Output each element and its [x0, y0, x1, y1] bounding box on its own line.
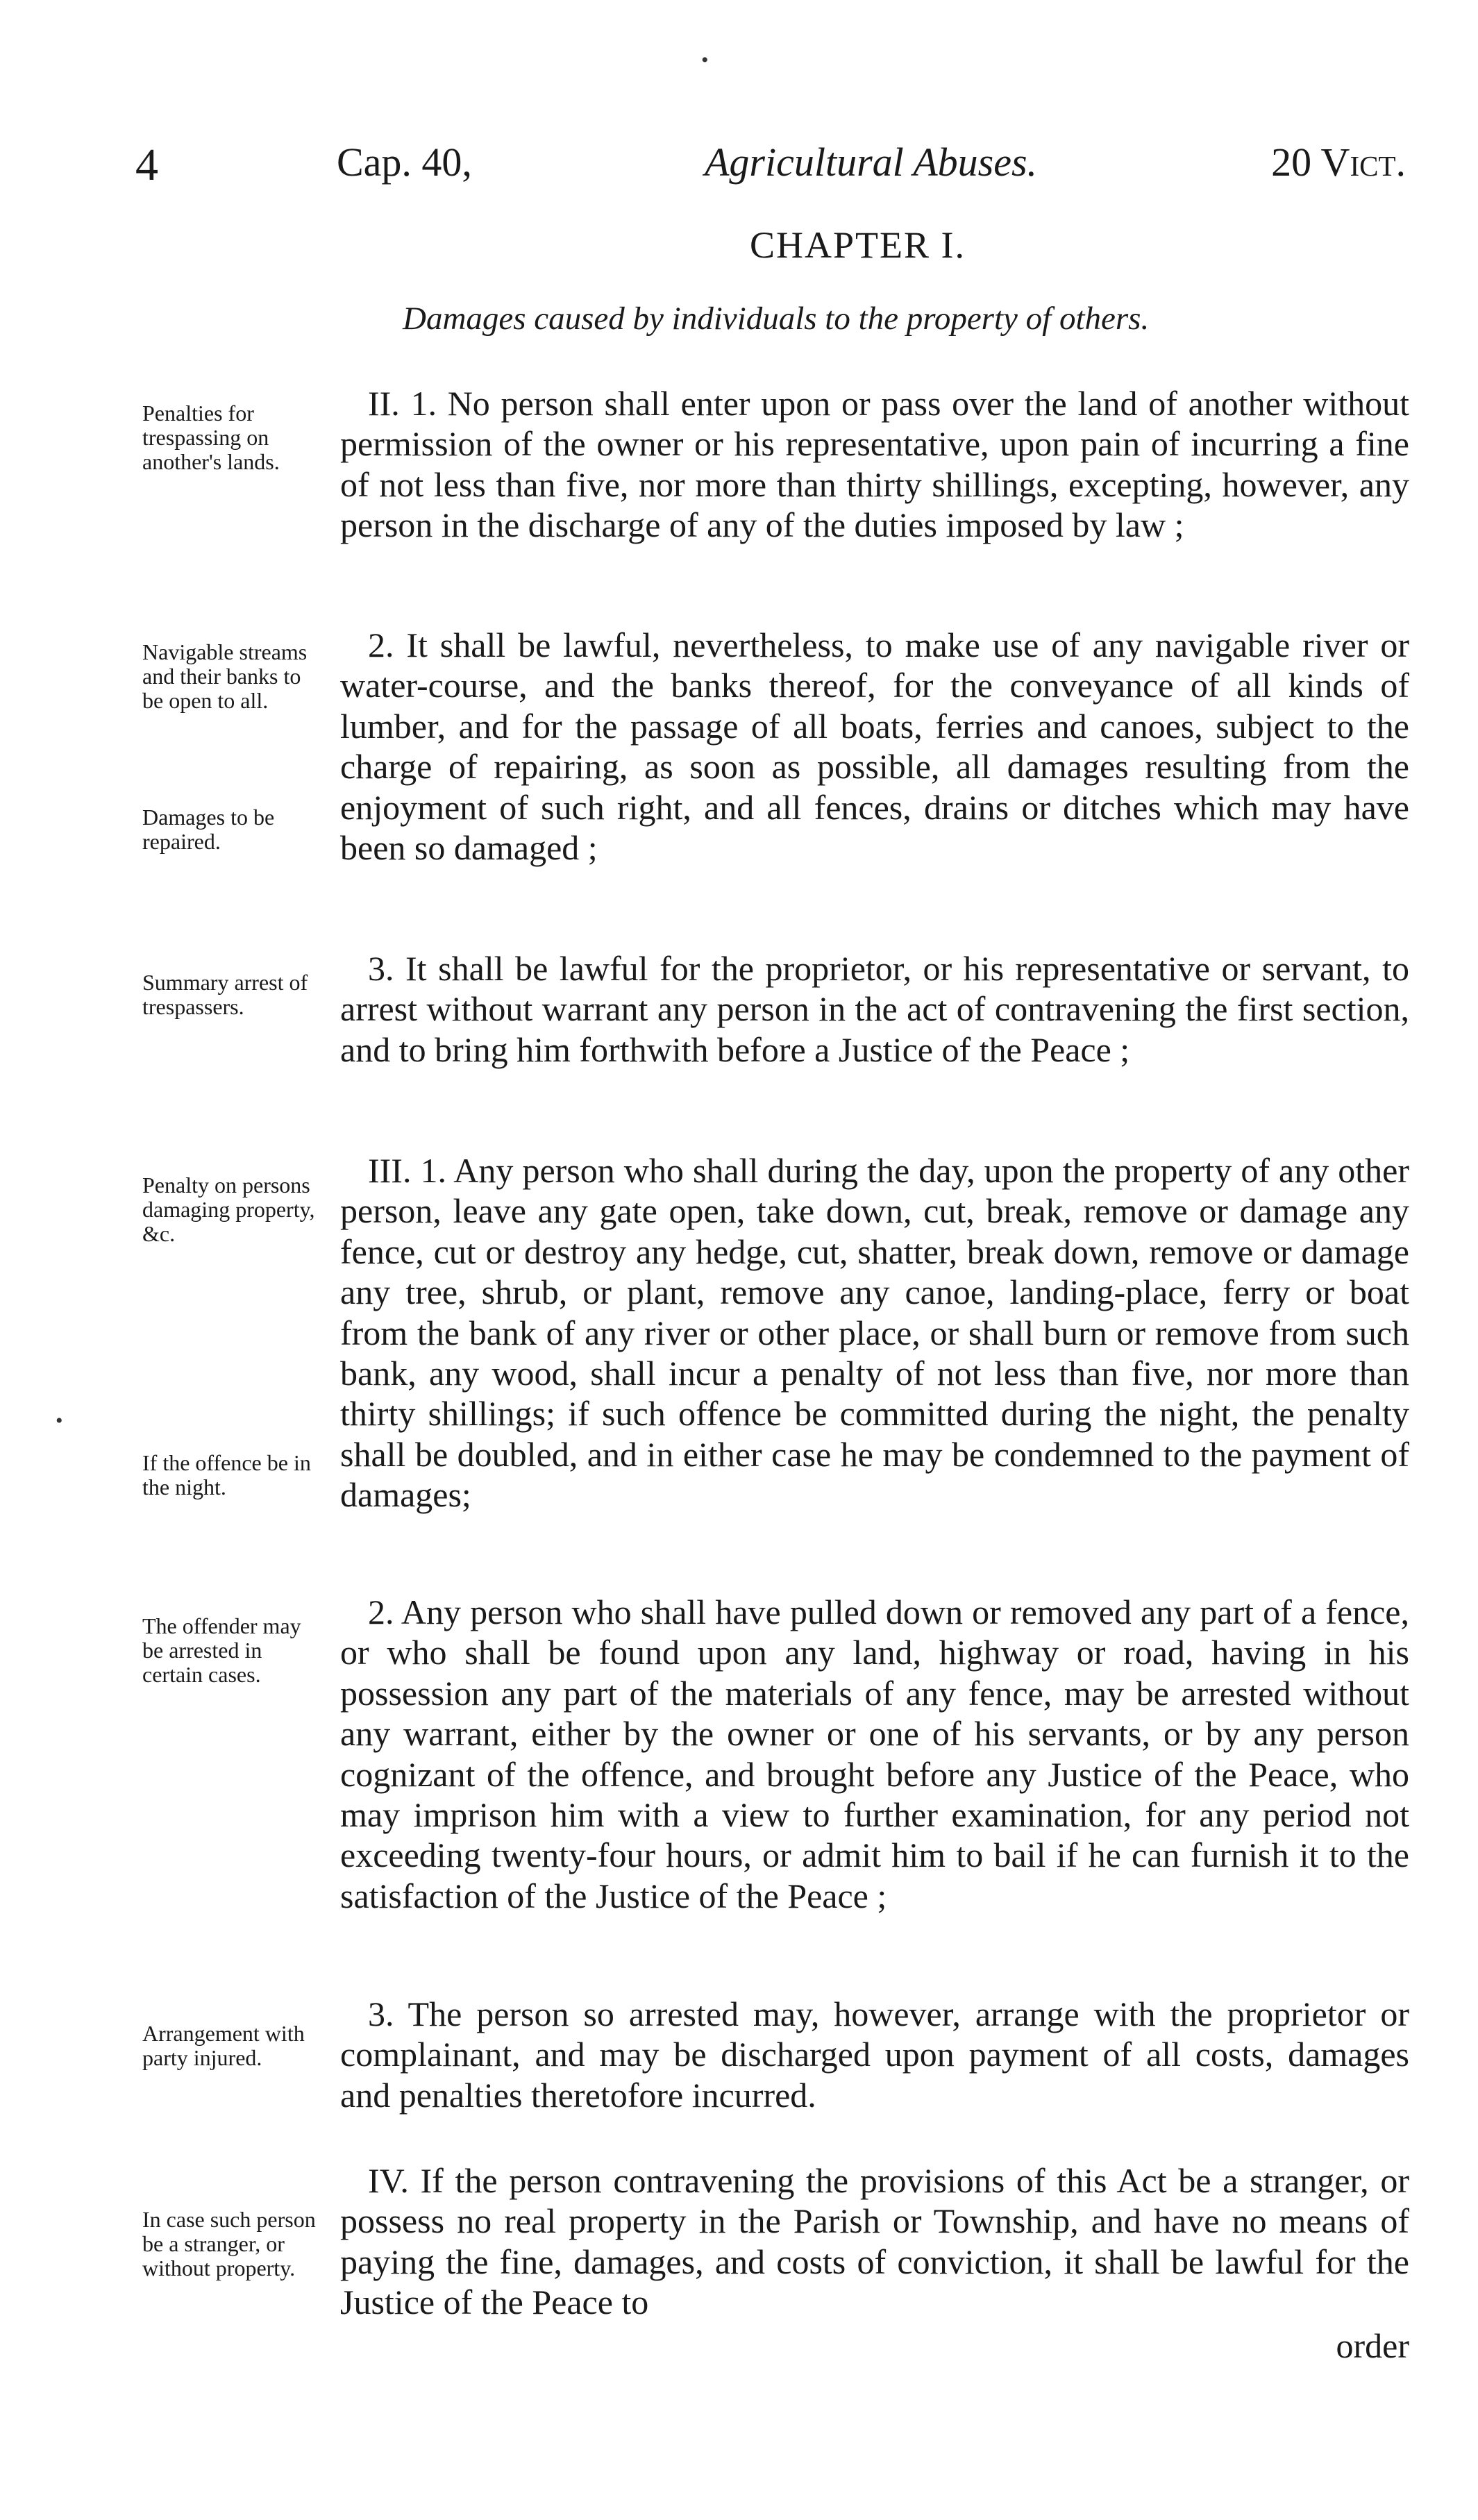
chapter-subtitle: Damages caused by individuals to the property of others. [403, 301, 1150, 337]
side-note-navigable-streams: Navigable streams and their banks to be open to all. [142, 639, 308, 713]
running-title: Agricultural Abuses. [705, 140, 1038, 185]
section-3-3: 3. The person so arrested may, however, arrange with the proprietor or complainant, and may be discharged upon payment of all costs, damages and penalties theretofore incurred. [340, 1994, 1409, 2115]
section-3-2: 2. Any person who shall have pulled down or removed any part of a fence, or who shall be found upon any land, highway or road, having in his possession any part of the materials of any fence, may be arrested without any warrant, either by the owner or one of his servants, or by any person cognizant of the offence, and brought before any Justice of the Peace, who may imprison him with a view to further examination, for any period not exceeding twenty-four hours, or admit him to bail if he can furnish it to the satisfaction of the Justice of the Peace ; [340, 1593, 1409, 1915]
page-number: 4 [135, 140, 158, 190]
side-note-damages-repaired: Damages to be repaired. [142, 805, 275, 854]
side-note-penalties-trespass: Penalties for trespassing on another's lands. [142, 401, 280, 474]
side-note-night-offence: If the offence be in the night. [142, 1450, 311, 1500]
section-2-2: 2. It shall be lawful, nevertheless, to make use of any navigable river or water-course, and the banks thereof, for the conveyance of all kinds of lumber, and for the passage of all boats, ferries and canoes, subject to the charge of repairing, as soon as possible, all damages resulting from the enjoyment of such right, and all fences, drains or ditches which may have been so damaged ; [340, 625, 1409, 868]
side-note-penalty-damaging: Penalty on persons damaging property, &c. [142, 1173, 315, 1246]
side-note-stranger: In case such person be a stranger, or without property. [142, 2207, 316, 2280]
print-speck: • [56, 1409, 63, 1432]
side-note-offender-arrested: The offender may be arrested in certain cases. [142, 1613, 301, 1687]
section-3-1: III. 1. Any person who shall during the day, upon the property of any other person, leave any gate open, take down, cut, break, remove or damage any fence, cut or destroy any hedge, cut, shatter, break down, remove or damage any tree, shrub, or plant, remove any canoe, landing-place, ferry or boat from the bank of any river or other place, or shall burn or remove from such bank, any wood, shall incur a penalty of not less than five, nor more than thirty shillings; if such offence be committed during the night, the penalty shall be doubled, and in either case he may be condemned to the payment of damages; [340, 1151, 1409, 1515]
section-2-3: 3. It shall be lawful for the proprietor, or his representative or servant, to arrest without warrant any person in the act of contravening the first section, and to bring him forthwith before a Justice of the Peace ; [340, 949, 1409, 1069]
chapter-heading: CHAPTER I. [750, 224, 966, 266]
regnal-year: 20 Vict. [1271, 140, 1406, 185]
print-speck: • [701, 49, 709, 72]
side-note-summary-arrest: Summary arrest of trespassers. [142, 970, 308, 1019]
section-4: IV. If the person contravening the provisions of this Act be a stranger, or possess no real property in the Parish or Township, and have no means of paying the fine, damages, and costs of conviction, it shall be lawful for the Justice of the Peace to [340, 2161, 1409, 2322]
chapter-reference: Cap. 40, [337, 140, 472, 185]
side-note-arrangement: Arrangement with party injured. [142, 2021, 305, 2070]
running-header [135, 139, 1406, 201]
catchword: order [1336, 2326, 1409, 2365]
section-2-1: II. 1. No person shall enter upon or pass over the land of another without permission of the owner or his representative, upon pain of incurring a fine of not less than five, nor more than thirty shillings, excepting, however, any person in the discharge of any of the duties imposed by law ; [340, 384, 1409, 545]
